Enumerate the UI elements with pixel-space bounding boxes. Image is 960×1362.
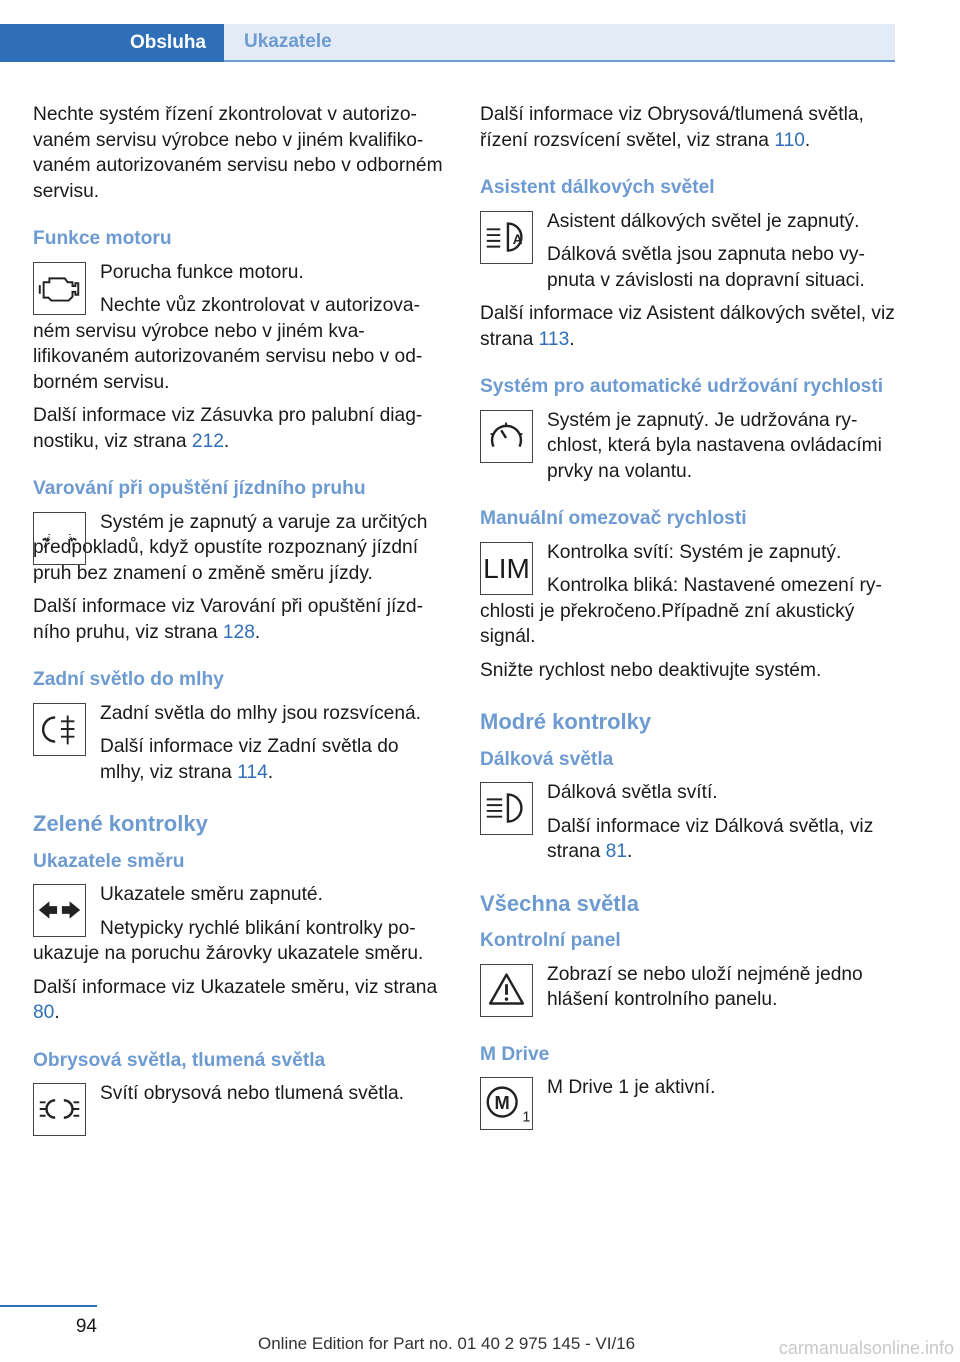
heading-lane: Varování při opuštění jízdního pruhu: [33, 478, 366, 499]
heading-highbeam: Dálková světla: [480, 748, 614, 770]
engine-text-2: Nechte vůz zkontrolovat v autorizovaném servisu výrobce nebo v jiném kvalifikovaném autorizovaném servisu nebo v odborném servisu.: [33, 295, 423, 393]
warning-triangle-icon: [480, 964, 533, 1017]
page-number: 94: [75, 1316, 97, 1337]
highbeam-more: Další informace viz Dálková světla, viz strana 81.: [547, 815, 874, 862]
left-column: [33, 102, 448, 1139]
highbeam-assist-icon: [480, 211, 533, 264]
cruise-control-icon: [480, 410, 533, 463]
highbeam-page-link[interactable]: 81: [605, 841, 628, 862]
limiter-text-3: Snižte rychlost nebo deaktivujte systém.: [480, 659, 822, 681]
entry-lane: [33, 510, 448, 587]
header-divider: [224, 60, 895, 62]
edition-text: Online Edition for Part no. 01 40 2 975 145 - VI/16: [258, 1334, 636, 1353]
heading-mdrive: M Drive: [480, 1043, 550, 1065]
cruise-text-1: Systém je zapnutý. Je udržována rychlost, která byla nastavena ovládacími prvky na volantu.: [547, 409, 882, 482]
heading-fog: Zadní světlo do mlhy: [33, 669, 224, 690]
lane-page-link[interactable]: 128: [222, 621, 255, 643]
svg-text:A: A: [512, 231, 523, 247]
intro-text: Nechte systém řízení zkontrolovat v autorizovaném servisu výrobce nebo v jiném kvalifikovaném autorizovaném servisu nebo v odborném servisu.: [33, 104, 443, 202]
heading-all-lights: Všechna světla: [480, 890, 639, 916]
highbeam-assist-text-1: Asistent dálkových světel je zapnutý.: [547, 210, 860, 232]
limiter-text-1: Kontrolka svítí: Systém je zapnutý.: [547, 541, 842, 563]
highbeam-assist-more-text: Další informace viz Asistent dálkových světel, viz strana: [480, 303, 895, 350]
highbeam-more-text: Další informace viz Dálková světla, viz strana: [547, 815, 874, 862]
entry-panel: [480, 962, 895, 1020]
parking-page-link[interactable]: 110: [774, 129, 805, 151]
limiter-text-2: Kontrolka bliká: Nastavené omezení rychlosti je překročeno.Případně zní akustický signál.: [480, 575, 882, 647]
panel-text-1: Zobrazí se nebo uloží nejméně jedno hlášení kontrolního panelu.: [547, 963, 863, 1010]
entry-turn: [33, 882, 448, 967]
mdrive-text-1: M Drive 1 je aktivní.: [547, 1077, 716, 1098]
watermark: carmanualsonline.info: [778, 1338, 954, 1358]
heading-highbeam-assist: Asistent dálkových světel: [480, 177, 715, 198]
m-drive-icon-number: 1: [522, 1109, 531, 1126]
entry-cruise: [480, 408, 895, 485]
rear-fog-icon: [33, 703, 86, 756]
lane-departure-icon: [33, 512, 86, 565]
entry-mdrive: [480, 1075, 895, 1133]
m-drive-icon-letter: M: [494, 1091, 510, 1113]
footer-divider: [0, 1305, 97, 1307]
header-bar: [0, 0, 895, 62]
entry-engine: [33, 260, 448, 396]
limiter-icon-text: LIM: [483, 552, 530, 584]
fog-text-1: Zadní světla do mlhy jsou rozsvícená.: [100, 702, 422, 724]
heading-engine: Funkce motoru: [33, 228, 172, 249]
parking-lights-icon: [33, 1083, 86, 1136]
tab-obsluha[interactable]: Obsluha: [0, 24, 224, 62]
highbeam-assist-more: Další informace viz Asistent dálkových světel, viz strana 113.: [480, 303, 895, 350]
entry-highbeam-assist: [480, 209, 895, 294]
parking-more-text: Další informace viz Obrysová/tlumená světla, řízení rozsvícení světel, viz strana: [480, 104, 864, 151]
entry-parking: [33, 1081, 448, 1139]
highbeam-text-1: Dálková světla svítí.: [547, 782, 718, 803]
heading-blue: Modré kontrolky: [480, 709, 652, 734]
entry-highbeam: [480, 780, 895, 865]
entry-fog: [33, 701, 448, 786]
turn-text-2: Netypicky rychlé blikání kontrolky poukazuje na poruchu žárovky ukazatele směru.: [33, 917, 424, 964]
heading-parking: Obrysová světla, tlumená světla: [33, 1049, 326, 1071]
lane-more: Další informace viz Varování při opuštění jízdního pruhu, viz strana 128.: [33, 596, 423, 643]
heading-turn: Ukazatele směru: [33, 850, 185, 872]
turn-signal-icon: [33, 884, 86, 937]
fog-page-link[interactable]: 114: [237, 761, 268, 783]
engine-page-link[interactable]: 212: [191, 430, 224, 452]
m-drive-icon: [480, 1077, 533, 1130]
lane-more-text: Další informace viz Varování při opuštění jízdního pruhu, viz strana: [33, 596, 423, 643]
engine-text-1: Porucha funkce motoru.: [100, 261, 304, 283]
right-column: [480, 102, 895, 1133]
turn-more-text: Další informace viz Ukazatele směru, viz strana: [33, 976, 438, 998]
heading-cruise: Systém pro automatické udržování rychlosti: [480, 376, 884, 397]
engine-icon: [33, 262, 86, 315]
speed-limiter-icon: [480, 542, 533, 595]
tab-ukazatele[interactable]: Ukazatele: [224, 24, 895, 60]
entry-limiter: [480, 540, 895, 650]
fog-more-text: Další informace viz Zadní světla do mlhy, viz strana: [100, 736, 399, 783]
engine-more-text: Další informace viz Zásuvka pro palubní diagnostiku, viz strana: [33, 405, 423, 452]
highbeam-assist-page-link[interactable]: 113: [538, 328, 570, 350]
turn-text-1: Ukazatele směru zapnuté.: [100, 884, 323, 905]
highbeam-icon: [480, 782, 533, 835]
heading-green: Zelené kontrolky: [33, 811, 208, 836]
parking-text-1: Svítí obrysová nebo tlumená světla.: [100, 1083, 404, 1104]
fog-more: Další informace viz Zadní světla do mlhy, viz strana 114.: [100, 736, 399, 783]
highbeam-assist-text-2: Dálková světla jsou zapnuta nebo vypnuta v závislosti na dopravní situaci.: [547, 244, 865, 291]
engine-more: Další informace viz Zásuvka pro palubní diagnostiku, viz strana 212.: [33, 405, 423, 452]
turn-more: Další informace viz Ukazatele směru, viz strana 80.: [33, 976, 438, 1023]
heading-panel: Kontrolní panel: [480, 930, 621, 951]
heading-limiter: Manuální omezovač rychlosti: [480, 508, 747, 529]
turn-page-link[interactable]: 80: [33, 1002, 55, 1023]
parking-more: Další informace viz Obrysová/tlumená světla, řízení rozsvícení světel, viz strana 110.: [480, 104, 864, 151]
lane-text-1: Systém je zapnutý a varuje za určitých předpokladů, když opustíte rozpoznaný jízdní pruh bez znamení o změně směru jízdy.: [33, 511, 428, 584]
